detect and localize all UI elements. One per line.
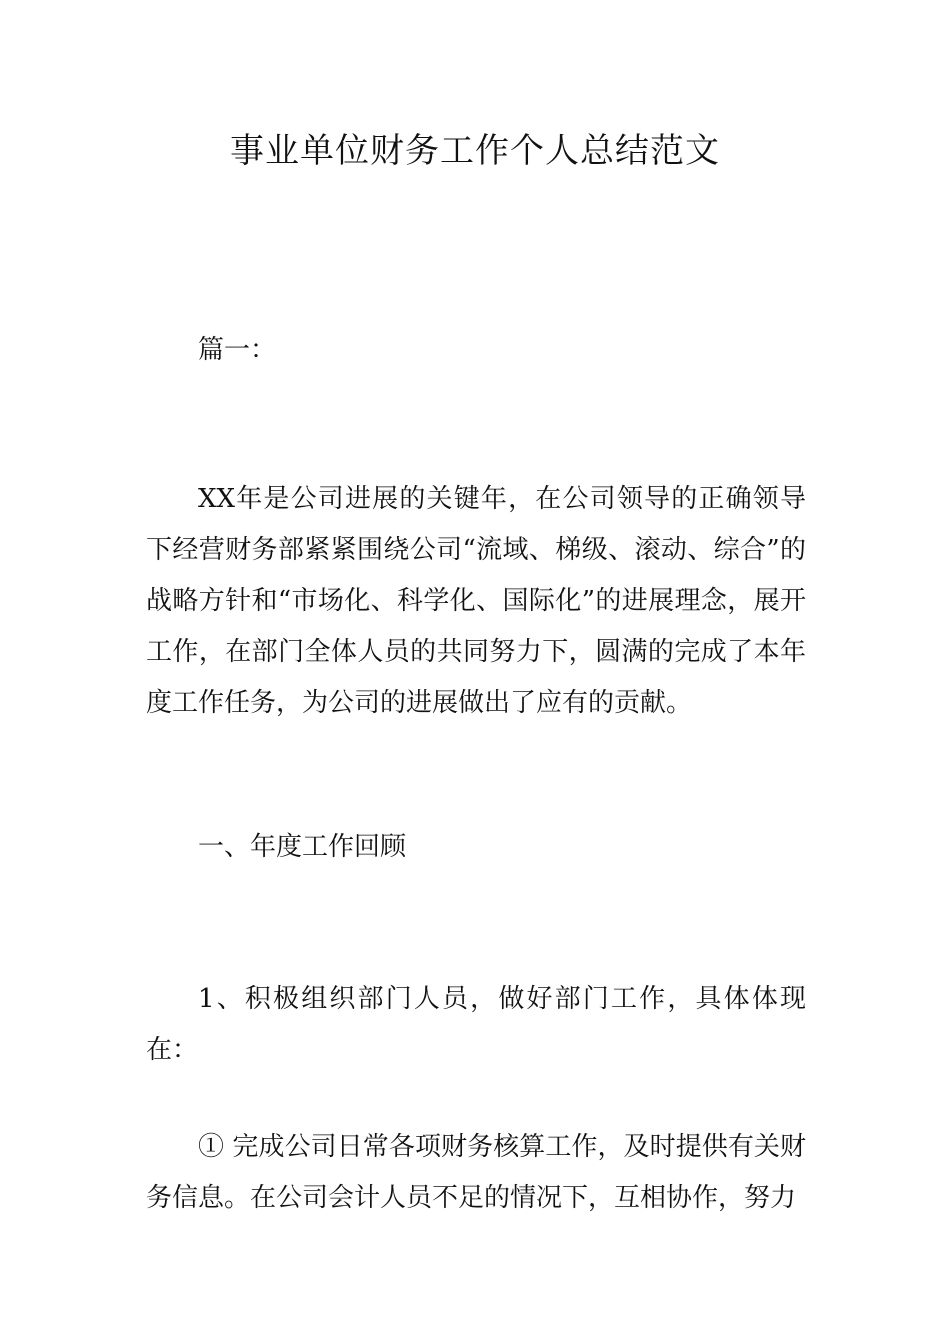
document-title: 事业单位财务工作个人总结范文: [230, 131, 720, 171]
intro-paragraph: XX年是公司进展的关键年，在公司领导的正确领导下经营财务部紧紧围绕公司“流域、梯级、滚动、综合”的战略方针和“市场化、科学化、国际化”的进展理念，展开工作，在部门全体人员的共同努力下，圆满的完成了本年度工作任务，为公司的进展做出了应有的贡献。: [146, 484, 806, 718]
section-heading-annual-review: 一、年度工作回顾: [198, 832, 407, 862]
list-item-1: ① 完成公司日常各项财务核算工作，及时提供有关财务信息。在公司会计人员不足的情况下，互相协作，努力: [146, 1132, 806, 1213]
section-label-part-one: 篇一：: [198, 335, 277, 365]
subsection-heading-1: 1、积极组织部门人员，做好部门工作，具体体现在：: [146, 984, 806, 1065]
